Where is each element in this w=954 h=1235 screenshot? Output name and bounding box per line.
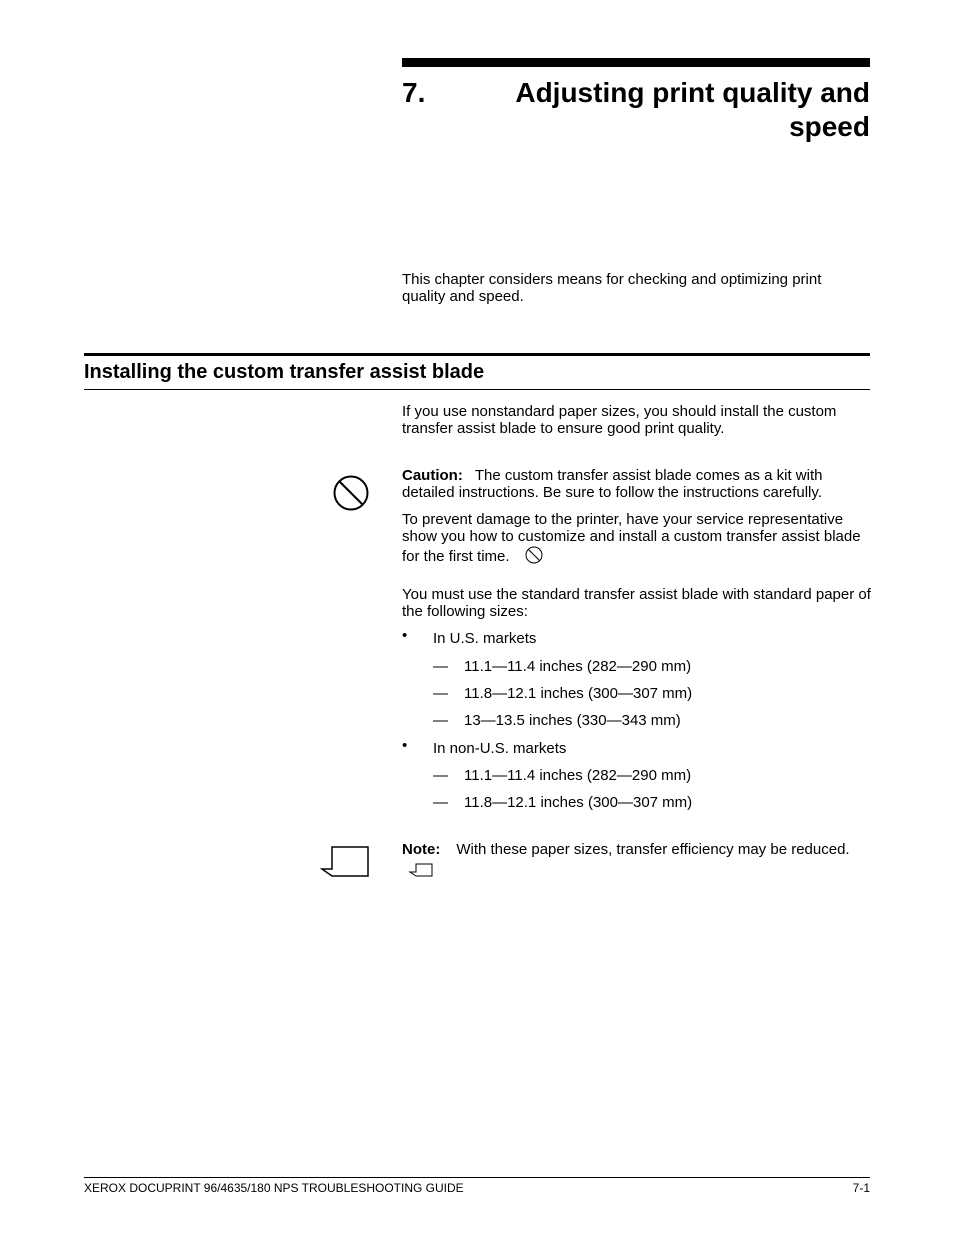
note-end-icon — [408, 862, 434, 878]
section-paragraph-2: You must use the standard transfer assist blade with standard paper of the following sizes: — [402, 586, 871, 620]
dash-icon: — — [433, 685, 448, 702]
section-title: Installing the custom transfer assist blade — [84, 361, 485, 383]
note-text: With these paper sizes, transfer efficiency may be reduced. — [456, 841, 850, 858]
dash-icon: — — [433, 712, 448, 729]
chapter-number: 7. — [402, 77, 426, 108]
prohibited-end-icon — [524, 545, 544, 565]
bullet-dot-icon: • — [402, 737, 408, 754]
bullet-non-us-label: In non-U.S. markets — [433, 740, 567, 757]
caution-label: Caution: — [402, 467, 463, 484]
caution-text-2: To prevent damage to the printer, have your service representative show you how to customize and install a custom transfer assist blade for the first time. — [402, 511, 861, 565]
list-item: 11.1—11.4 inches (282—290 mm) — [464, 767, 692, 784]
chapter-rule — [402, 58, 870, 67]
list-item: 11.8—12.1 inches (300—307 mm) — [464, 685, 693, 702]
page-number: 7-1 — [852, 1181, 870, 1195]
list-item: 11.1—11.4 inches (282—290 mm) — [464, 658, 692, 675]
caution-text: The custom transfer assist blade comes as a kit with detailed instructions. Be sure to follow the instructions carefully. — [402, 467, 823, 501]
list-item: 11.8—12.1 inches (300—307 mm) — [464, 794, 693, 811]
note-paragraph — [402, 841, 870, 858]
bullet-us-label: In U.S. markets — [433, 630, 537, 647]
dash-icon: — — [433, 794, 448, 811]
prohibited-icon — [332, 474, 370, 512]
intro-paragraph: This chapter considers means for checking and optimizing print quality and speed. — [402, 271, 822, 305]
chapter-heading — [402, 76, 870, 146]
bullet-dot-icon: • — [402, 627, 408, 644]
footer-title: XEROX DOCUPRINT 96/4635/180 NPS TROUBLESHOOTING GUIDE — [84, 1181, 464, 1195]
dash-icon: — — [433, 658, 448, 675]
list-item: 13—13.5 inches (330—343 mm) — [464, 712, 681, 729]
note-icon — [320, 845, 372, 879]
note-label: Note: — [402, 841, 441, 858]
footer-rule — [84, 1177, 870, 1178]
dash-icon: — — [433, 767, 448, 784]
caution-paragraph-2 — [402, 511, 872, 565]
section-rule-top — [84, 353, 870, 356]
section-paragraph-1: If you use nonstandard paper sizes, you should install the custom transfer assist blade to ensure good print quality. — [402, 403, 837, 437]
caution-paragraph — [402, 467, 870, 501]
chapter-title: Adjusting print quality and speed — [515, 77, 870, 142]
section-rule-bottom — [84, 389, 870, 390]
